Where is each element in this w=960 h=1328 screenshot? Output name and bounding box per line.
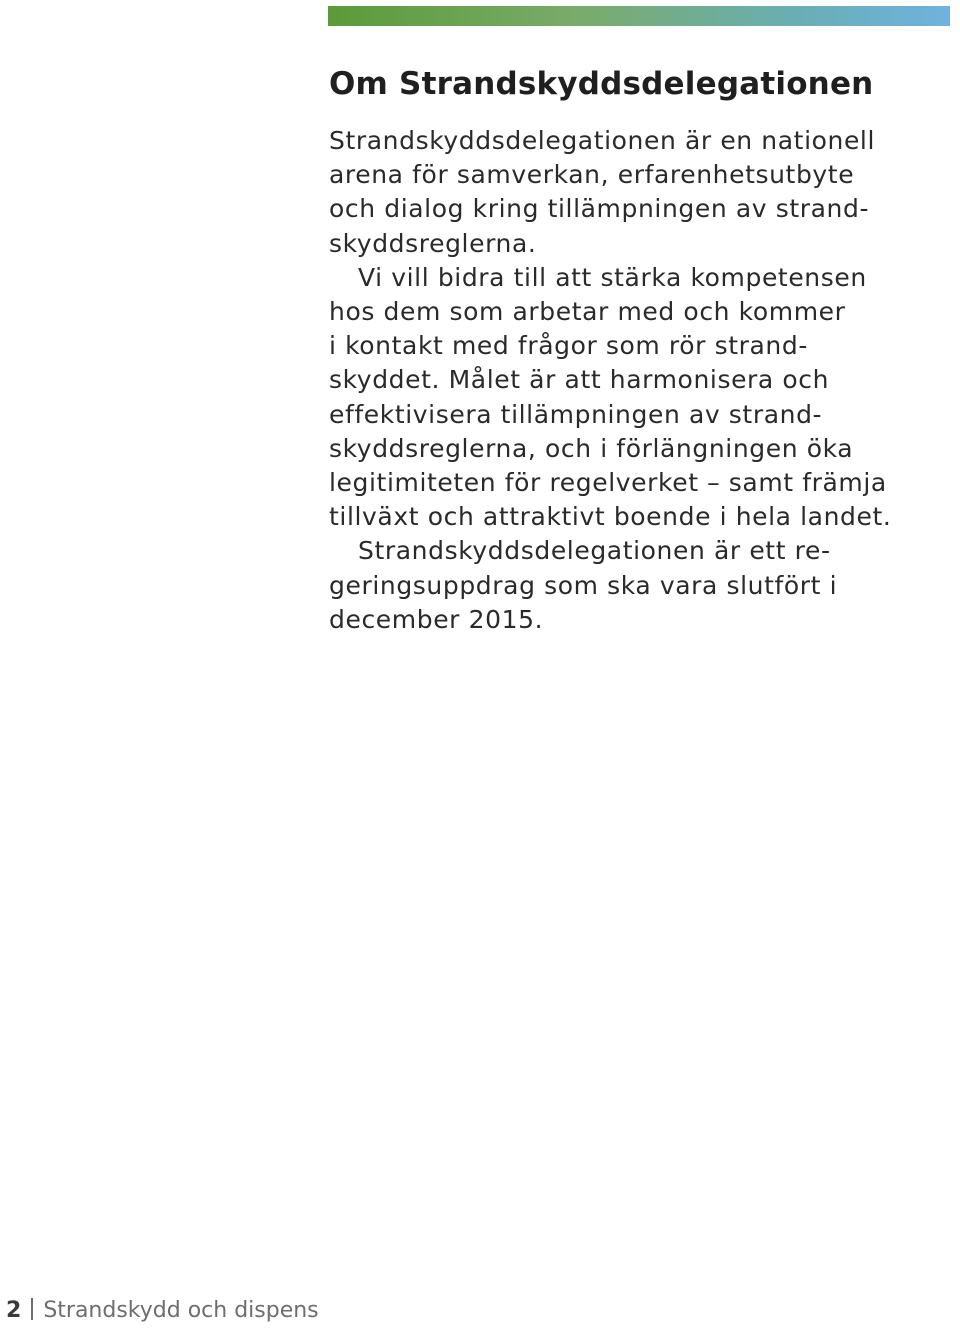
body-line: arena för samverkan, erfarenhetsutbyte [329,160,855,190]
body-line: effektivisera tillämpningen av strand- [329,399,823,429]
body-line: skyddsreglerna, och i förlängningen öka [329,433,854,463]
body-line: tillväxt och attraktivt boende i hela landet. [329,502,892,532]
body-line: Strandskyddsdelegationen är ett re- [358,536,831,566]
publication-title: Strandskydd och dispens [43,1298,319,1323]
body-line: skyddet. Målet är att harmonisera och [329,365,830,395]
body-line: hos dem som arbetar med och kommer [329,297,846,327]
body-line: och dialog kring tillämpningen av strand- [329,194,870,224]
body-line: Vi vill bidra till att stärka kompetensen [358,262,867,292]
footer-separator [31,1298,33,1320]
page-number: 2 [6,1298,22,1323]
body-line: i kontakt med frågor som rör strand- [329,331,808,361]
article [329,62,954,637]
body-line: skyddsreglerna. [329,228,537,258]
body-line: Strandskyddsdelegationen är en nationell [329,126,876,155]
page-title: Om Strandskyddsdelegationen [329,66,874,102]
page-footer [6,1294,319,1328]
body-line: december 2015. [329,604,544,634]
article-body [329,124,954,637]
body-line: legitimiteten för regelverket – samt främja [329,468,887,498]
body-line: geringsuppdrag som ska vara slutfört i [329,570,838,600]
header-accent-bar [328,6,950,26]
